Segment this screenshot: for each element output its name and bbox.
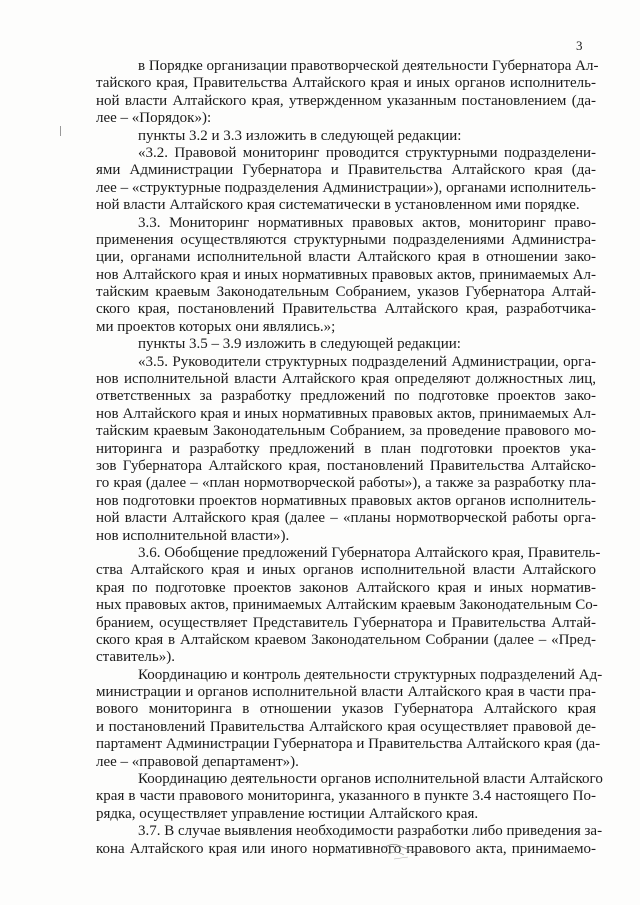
text-line: партамент Администрации Губернатора и Правительства Алтайского края (да- <box>96 736 601 753</box>
text-line: и постановлений Правительства Алтайского края осуществляет правовой де- <box>96 718 596 735</box>
text-line: пункты 3.5 – 3.9 изложить в следующей редакции: <box>138 336 461 353</box>
text-line: лее – «правовой департамент»). <box>96 753 299 770</box>
scan-artifact-mark <box>378 838 422 864</box>
text-line: министрации и органов исполнительной власти Алтайского края в части пра- <box>96 684 596 701</box>
text-line: рядка, осуществляет управление юстиции Алтайского края. <box>96 805 479 822</box>
text-line: применения осуществляются структурными подразделениями Администра- <box>96 231 596 248</box>
text-line: тайского края, Правительства Алтайского края и иных органов исполнитель- <box>96 75 596 92</box>
text-line: в Порядке организации правотворческой деятельности Губернатора Ал- <box>138 58 599 74</box>
text-line: 3.3. Мониторинг нормативных правовых актов, мониторинг право- <box>138 214 596 231</box>
text-line: бранием, осуществляет Представитель Губернатора и Правительства Алтай- <box>96 614 596 631</box>
text-line: ной власти Алтайского края, утвержденном указанным постановлением (да- <box>96 92 596 109</box>
text-line: «3.5. Руководители структурных подразделений Администрации, орга- <box>138 353 596 370</box>
text-line: ставитель»). <box>96 649 175 666</box>
text-line: тайским краевым Законодательным Собранием, указов Губернатора Алтай- <box>96 284 596 301</box>
text-line: ции, органами исполнительной власти Алтайского края в отношении зако- <box>96 249 596 266</box>
text-line: нов Алтайского края и иных нормативных правовых актов, принимаемых Ал- <box>96 405 596 422</box>
text-line: ответственных за разработку предложений по подготовке проектов зако- <box>96 388 596 405</box>
text-line: вового мониторинга в отношении указов Губернатора Алтайского края <box>96 701 596 718</box>
text-line: ных правовых актов, принимаемых Алтайским краевым Законодательным Со- <box>96 597 598 614</box>
margin-mark <box>60 126 61 136</box>
text-line: ной власти Алтайского края (далее – «планы нормотворческой работы орга- <box>96 510 596 527</box>
text-line: края по подготовке проектов законов Алтайского края и иных норматив- <box>96 579 596 596</box>
text-line: пункты 3.2 и 3.3 изложить в следующей редакции: <box>138 127 462 144</box>
text-line: «3.2. Правовой мониторинг проводится структурными подразделени- <box>138 144 596 161</box>
text-line: нов Алтайского края и иных нормативных правовых актов, принимаемых Ал- <box>96 266 596 283</box>
text-line: нов исполнительной власти Алтайского края определяют должностных лиц, <box>96 371 596 388</box>
text-line: ского края, постановлений Правительства Алтайского края, разработчика- <box>96 301 596 318</box>
document-body <box>96 58 603 858</box>
text-line: лее – «Порядок»): <box>96 110 212 127</box>
text-line: нов исполнительной власти»). <box>96 527 290 544</box>
text-line: го края (далее – «план нормотворческой работы»), а также за разработку пла- <box>96 475 596 492</box>
text-line: ского края в Алтайском краевом Законодательном Собрании (далее – «Пред- <box>96 631 596 648</box>
text-line: зов Губернатора Алтайского края, постановлений Правительства Алтайско- <box>96 457 596 474</box>
text-line: ми проектов которых они являлись.»; <box>96 318 336 335</box>
text-line: ной власти Алтайского края систематически в установленном ими порядке. <box>96 197 580 214</box>
text-line: ниторинга и разработку предложений в план подготовки проектов ука- <box>96 440 596 457</box>
text-line: ями Администрации Губернатора и Правительства Алтайского края (да- <box>96 162 596 179</box>
text-line: лее – «структурные подразделения Администрации»), органами исполнитель- <box>96 179 596 196</box>
text-line: 3.7. В случае выявления необходимости разработки либо приведения за- <box>138 823 603 840</box>
text-line: нов подготовки проектов нормативных правовых актов органов исполнитель- <box>96 492 596 509</box>
text-line: тайским краевым Законодательным Собранием, за проведение правового мо- <box>96 423 596 440</box>
text-line: 3.6. Обобщение предложений Губернатора Алтайского края, Правитель- <box>138 544 601 561</box>
text-line: Координацию и контроль деятельности структурных подразделений Ад- <box>138 666 603 683</box>
text-line: кона Алтайского края или иного нормативного правового акта, принимаемо- <box>96 840 596 857</box>
text-line: Координацию деятельности органов исполнительной власти Алтайского <box>138 771 603 788</box>
text-line: ства Алтайского края и иных органов исполнительной власти Алтайского <box>96 562 596 579</box>
text-line: края в части правового мониторинга, указанного в пункте 3.4 настоящего По- <box>96 788 596 805</box>
page-number: 3 <box>576 38 583 53</box>
